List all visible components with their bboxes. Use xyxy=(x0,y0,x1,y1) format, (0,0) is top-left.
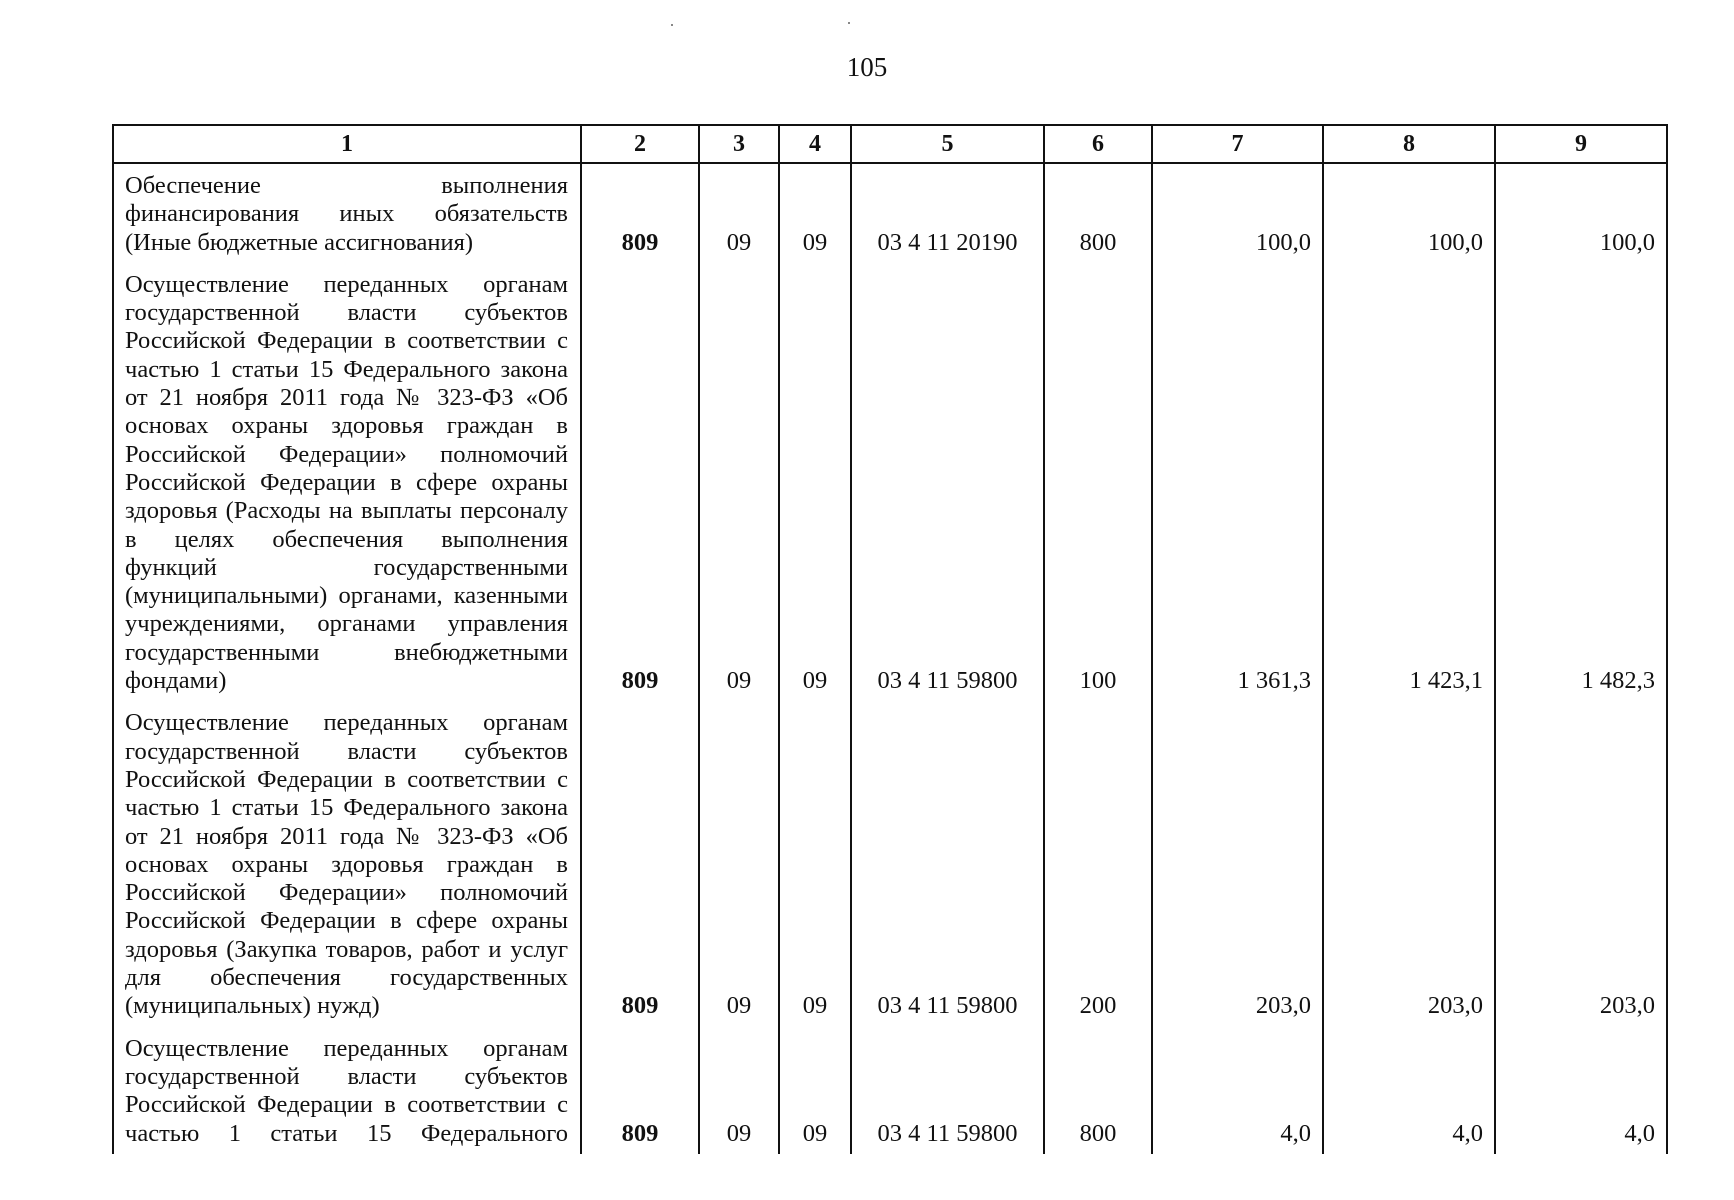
subsection-code: 09 xyxy=(779,701,851,1026)
row-description: Осуществление переданных органам государственной власти субъектов Российской Федерации в соответствии с частью 1 статьи 15 Федерального xyxy=(113,1027,581,1154)
expense-type-code: 800 xyxy=(1044,163,1152,263)
section-code: 09 xyxy=(699,163,779,263)
target-article-code: 03 4 11 59800 xyxy=(851,263,1044,701)
expense-type-code: 800 xyxy=(1044,1027,1152,1154)
amount-year-1: 4,0 xyxy=(1152,1027,1323,1154)
amount-year-3: 203,0 xyxy=(1495,701,1667,1026)
subsection-code: 09 xyxy=(779,263,851,701)
column-header: 3 xyxy=(699,125,779,163)
grbs-code: 809 xyxy=(581,1027,699,1154)
amount-year-3: 4,0 xyxy=(1495,1027,1667,1154)
table-row xyxy=(113,263,1667,701)
target-article-code: 03 4 11 59800 xyxy=(851,1027,1044,1154)
column-header: 9 xyxy=(1495,125,1667,163)
table-header-row xyxy=(113,125,1667,163)
column-header: 1 xyxy=(113,125,581,163)
grbs-code: 809 xyxy=(581,263,699,701)
amount-year-1: 1 361,3 xyxy=(1152,263,1323,701)
table-row xyxy=(113,1027,1667,1154)
column-header: 2 xyxy=(581,125,699,163)
section-code: 09 xyxy=(699,1027,779,1154)
subsection-code: 09 xyxy=(779,1027,851,1154)
row-description: Осуществление переданных органам государственной власти субъектов Российской Федерации в соответствии с частью 1 статьи 15 Федерального закона от 21 ноября 2011 года № 323-ФЗ «Об основах охраны здоровья граждан в Российской Федерации» полномочий Российской Федерации в сфере охраны здоровья (Закупка товаров, работ и услуг для обеспечения государственных (муниципальных) нужд) xyxy=(113,701,581,1026)
column-header: 5 xyxy=(851,125,1044,163)
target-article-code: 03 4 11 59800 xyxy=(851,701,1044,1026)
section-code: 09 xyxy=(699,263,779,701)
section-code: 09 xyxy=(699,701,779,1026)
grbs-code: 809 xyxy=(581,701,699,1026)
amount-year-1: 100,0 xyxy=(1152,163,1323,263)
page-number: 105 xyxy=(846,52,888,82)
amount-year-2: 100,0 xyxy=(1323,163,1495,263)
column-header: 8 xyxy=(1323,125,1495,163)
table-row xyxy=(113,701,1667,1026)
column-header: 7 xyxy=(1152,125,1323,163)
subsection-code: 09 xyxy=(779,163,851,263)
column-header: 4 xyxy=(779,125,851,163)
grbs-code: 809 xyxy=(581,163,699,263)
row-description: Осуществление переданных органам государственной власти субъектов Российской Федерации в соответствии с частью 1 статьи 15 Федерального закона от 21 ноября 2011 года № 323-ФЗ «Об основах охраны здоровья граждан в Российской Федерации» полномочий Российской Федерации в сфере охраны здоровья (Расходы на выплаты персоналу в целях обеспечения выполнения функций государственными (муниципальными) органами, казенными учреждениями, органами управления государственными внебюджетными фондами) xyxy=(113,263,581,701)
expense-type-code: 100 xyxy=(1044,263,1152,701)
table-row xyxy=(113,163,1667,263)
amount-year-1: 203,0 xyxy=(1152,701,1323,1026)
column-header: 6 xyxy=(1044,125,1152,163)
budget-allocation-table xyxy=(112,124,1668,1154)
row-description: Обеспечение выполнения финансирования иных обязательств (Иные бюджетные ассигнования) xyxy=(113,163,581,263)
expense-type-code: 200 xyxy=(1044,701,1152,1026)
amount-year-3: 1 482,3 xyxy=(1495,263,1667,701)
scan-artifact-dot xyxy=(848,22,850,24)
amount-year-2: 1 423,1 xyxy=(1323,263,1495,701)
scan-artifact-dot xyxy=(671,24,673,26)
amount-year-2: 4,0 xyxy=(1323,1027,1495,1154)
amount-year-2: 203,0 xyxy=(1323,701,1495,1026)
amount-year-3: 100,0 xyxy=(1495,163,1667,263)
target-article-code: 03 4 11 20190 xyxy=(851,163,1044,263)
